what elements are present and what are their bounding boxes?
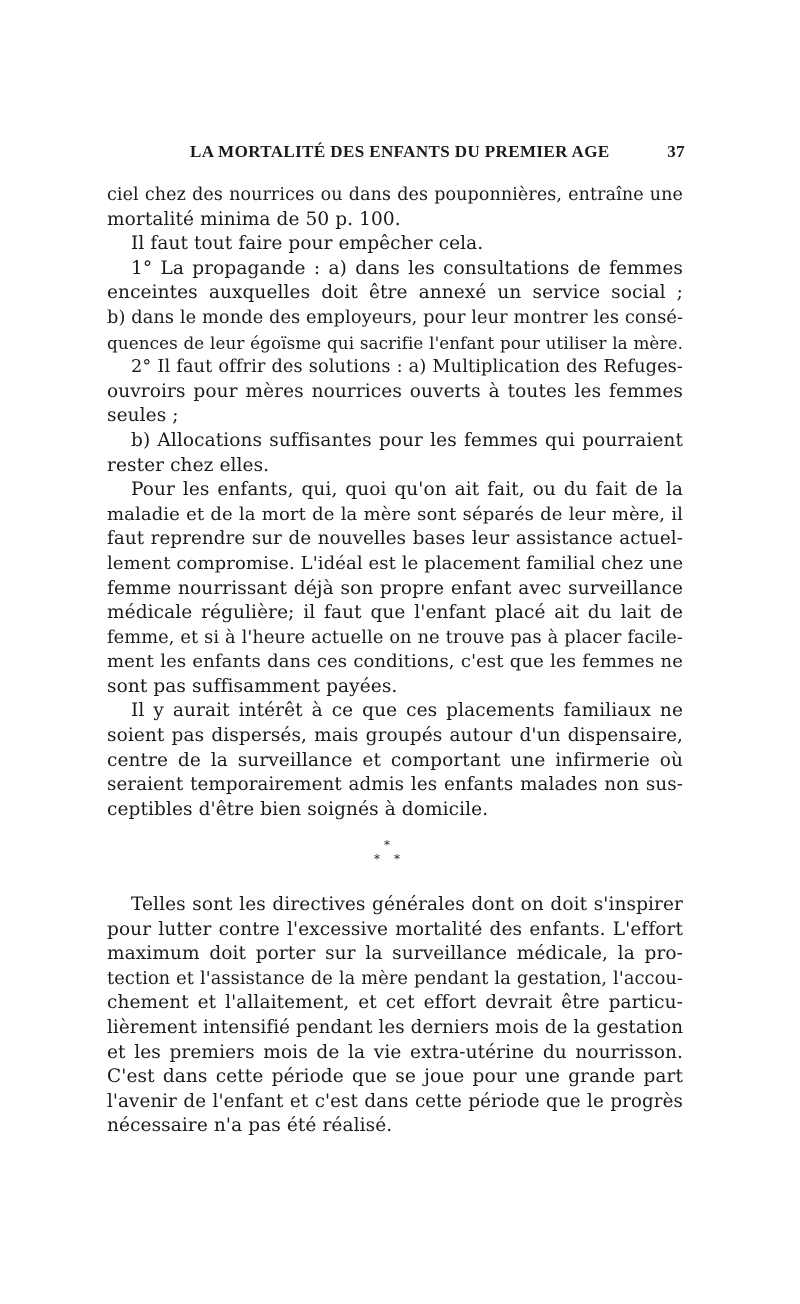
text-line: ciel chez des nourrices ou dans des pouponnières, entraîne une — [107, 185, 683, 205]
text-line: rester chez elles. — [107, 454, 270, 476]
section-separator-asterism — [360, 838, 420, 870]
text-line: faut reprendre sur de nouvelles bases leur assistance actuel- — [107, 528, 683, 550]
text-line: maladie et de la mort de la mère sont séparés de leur mère, il — [107, 503, 683, 525]
text-line: Pour les enfants, qui, quoi qu'on ait fait, ou du fait de la — [131, 479, 683, 501]
text-line: C'est dans cette période que se joue pour une grande part — [107, 1066, 683, 1088]
text-line: ouvroirs pour mères nourrices ouverts à toutes les femmes — [107, 380, 683, 402]
text-line: et les premiers mois de la vie extra-utérine du nourrisson. — [107, 1041, 683, 1063]
asterism-star-right: * — [394, 852, 400, 866]
text-line: centre de la surveillance et comportant une infirmerie où — [107, 749, 683, 771]
text-line: lement compromise. L'idéal est le placement familial chez une — [107, 552, 684, 574]
text-line: maximum doit porter sur la surveillance médicale, la pro- — [107, 943, 683, 965]
text-line: mortalité minima de 50 p. 100. — [107, 208, 401, 230]
text-line: nécessaire n'a pas été réalisé. — [107, 1115, 393, 1137]
text-line: 2° Il faut offrir des solutions : a) Multiplication des Refuges- — [131, 357, 683, 378]
text-line: pour lutter contre l'excessive mortalité des enfants. L'effort — [107, 918, 683, 940]
text-line: Il faut tout faire pour empêcher cela. — [131, 233, 484, 255]
text-line: tection et l'assistance de la mère pendant la gestation, l'accou- — [107, 968, 683, 989]
text-line: ceptibles d'être bien soignés à domicile. — [107, 798, 489, 820]
text-line: ment les enfants dans ces conditions, c'est que les femmes ne — [107, 651, 683, 673]
text-line: femme nourrissant déjà son propre enfant avec surveillance — [107, 577, 683, 599]
text-line: soient pas dispersés, mais groupés autour d'un dispensaire, — [107, 725, 683, 747]
body-text-section-1 — [107, 183, 683, 822]
text-line: Il y aurait intérêt à ce que ces placements familiaux ne — [131, 700, 683, 722]
text-line: femme, et si à l'heure actuelle on ne trouve pas à placer facile- — [107, 627, 683, 648]
asterism-star-top: * — [384, 838, 390, 852]
text-line: b) dans le monde des employeurs, pour leur montrer les consé- — [107, 307, 684, 328]
text-line: 1° La propagande : a) dans les consultations de femmes — [131, 257, 683, 279]
text-line: seraient temporairement admis les enfants malades non sus- — [107, 774, 683, 796]
running-header — [190, 142, 685, 168]
asterism-star-left: * — [374, 852, 380, 866]
text-line: quences de leur égoïsme qui sacrifie l'enfant pour utiliser la mère. — [107, 332, 683, 353]
text-line: l'avenir de l'enfant et c'est dans cette période que le progrès — [107, 1090, 683, 1112]
text-line: médicale régulière; il faut que l'enfant placé ait du lait de — [107, 602, 683, 624]
text-line: lièrement intensifié pendant les derniers mois de la gestation — [107, 1016, 684, 1038]
text-line: enceintes auxquelles doit être annexé un service social ; — [107, 282, 683, 304]
body-text-section-2 — [107, 893, 683, 1139]
text-line: Telles sont les directives générales dont on doit s'inspirer — [131, 894, 683, 915]
text-line: seules ; — [107, 405, 179, 427]
page-number: 37 — [667, 142, 685, 161]
text-line: chement et l'allaitement, et cet effort devrait être particu- — [107, 992, 683, 1014]
text-line: sont pas suffisamment payées. — [107, 675, 398, 697]
running-title: LA MORTALITÉ DES ENFANTS DU PREMIER AGE — [190, 142, 610, 161]
text-line: b) Allocations suffisantes pour les femmes qui pourraient — [131, 429, 683, 451]
